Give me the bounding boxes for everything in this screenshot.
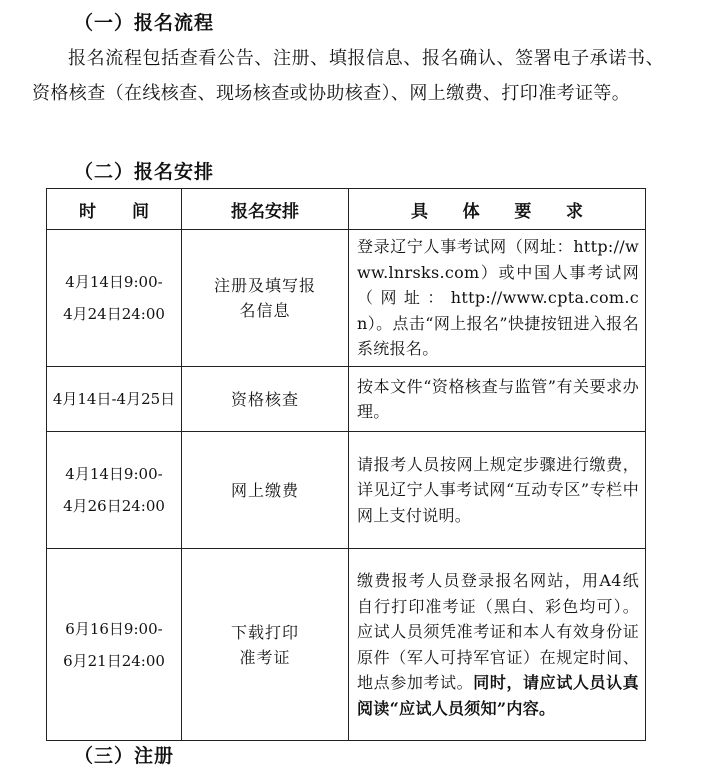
- requirement-text: 按本文件“资格核查与监管”有关要求办理。: [357, 376, 639, 421]
- time-text: 4月14日9:00- 4月24日24:00: [63, 273, 165, 323]
- header-req-char: 体: [462, 201, 480, 222]
- arrangement-text: 下载打印 准考证: [230, 622, 299, 667]
- header-requirements: [349, 189, 646, 230]
- cell-arrangement: [182, 549, 349, 741]
- table-row: [47, 230, 646, 367]
- header-arrangement: 报名安排: [182, 189, 349, 230]
- header-time-char: 间: [132, 201, 149, 222]
- cell-requirement: [349, 230, 646, 367]
- cell-arrangement: [182, 230, 349, 367]
- cell-time: [47, 432, 182, 549]
- section1-paragraph: 报名流程包括查看公告、注册、填报信息、报名确认、签署电子承诺书、资格核查（在线核查、现场核查或协助核查）、网上缴费、打印准考证等。: [32, 48, 664, 104]
- header-time-char: 时: [79, 201, 96, 222]
- cell-arrangement: [182, 367, 349, 432]
- section2-title: （二）报名安排: [74, 161, 215, 183]
- cell-requirement: [349, 549, 646, 741]
- requirement-text: 登录辽宁人事考试网（网址：http://www.lnrsks.com）或中国人事考试网（网址：http://www.cpta.com.cn）。点击“网上报名”快捷按钮进入报名系统报名。: [357, 237, 639, 359]
- requirement-text: 请报考人员按网上规定步骤进行缴费，详见辽宁人事考试网“互动专区”专栏中网上支付说明。: [357, 454, 639, 525]
- table-header-row: [47, 189, 646, 230]
- cell-requirement: [349, 367, 646, 432]
- header-req-char: 要: [514, 201, 532, 222]
- cell-time: [47, 230, 182, 367]
- requirement-text: 缴费报考人员登录报名网站，用A4纸自行打印准考证（黑白、彩色均可）。应试人员须凭准考证和本人有效身份证原件（军人可持军官证）在规定时间、地点参加考试。: [357, 571, 639, 692]
- header-time: [47, 189, 182, 230]
- arrangement-text: 注册及填写报 名信息: [213, 276, 316, 320]
- time-text: 4月14日9:00- 4月26日24:00: [63, 465, 165, 515]
- cell-arrangement: [182, 432, 349, 549]
- registration-schedule-table: [46, 188, 646, 741]
- cell-time: [47, 549, 182, 741]
- time-text: 6月16日9:00- 6月21日24:00: [63, 619, 165, 670]
- table-row: [47, 432, 646, 549]
- header-req-char: 求: [565, 201, 583, 222]
- section1-title: （一）报名流程: [74, 12, 215, 34]
- header-req-char: 具: [411, 201, 428, 222]
- cell-requirement: [349, 432, 646, 549]
- cell-time: [47, 367, 182, 432]
- table-row: [47, 367, 646, 432]
- time-text: 4月14日-4月25日: [52, 390, 176, 408]
- section3-title: （三）注册: [74, 745, 175, 767]
- arrangement-text: 网上缴费: [230, 480, 299, 500]
- arrangement-text: 资格核查: [230, 389, 299, 409]
- requirement-bold-text: 同时，请应试人员认真阅读“应试人员须知”内容。: [357, 673, 639, 718]
- table-row: [47, 549, 646, 741]
